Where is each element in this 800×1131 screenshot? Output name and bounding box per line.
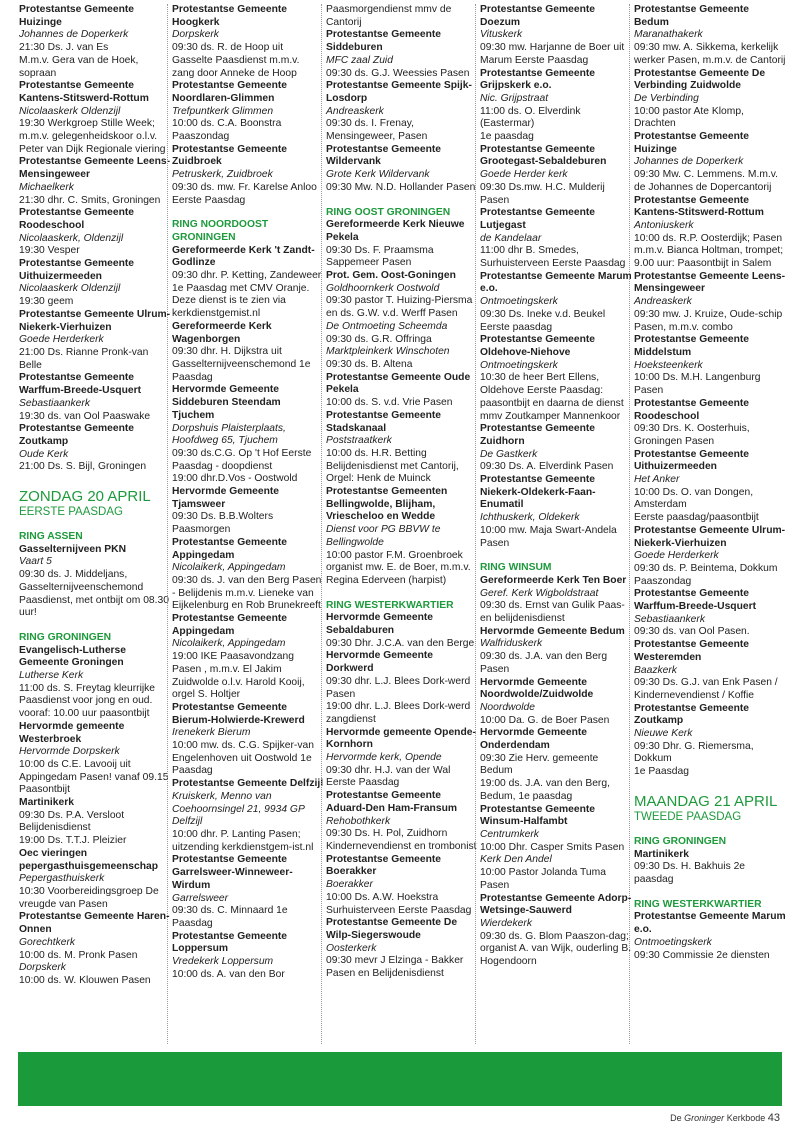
church-name: Protestantse Gemeente Uithuizermeeden	[19, 258, 135, 282]
service-line: 09:30 dhr. H.J. van der Wal Eerste Paasdag	[326, 764, 451, 789]
church-location: Wierdekerk	[480, 917, 532, 929]
church-location: Irenekerk Bierum	[172, 727, 251, 739]
service-line: 19:30 Werkgroep Stille Week; m.m.v. gelegenheidskoor o.l.v. Peter van Dijk Regionale viering	[19, 118, 166, 155]
service-line: 09:30 ds. Ernst van Gulik Paas- en belijdenisdienst	[480, 600, 625, 625]
church-location: Dorpshuis Plaisterplaats, Hoofdweg 65, Tjuchem	[172, 422, 286, 447]
church-location: Pepergasthuiskerk	[19, 873, 105, 885]
church-name: Oec vieringen pepergasthuisgemeenschap	[19, 847, 159, 872]
church-name: Gereformeerde Kerk 't Zandt-Godlinze	[172, 244, 315, 269]
service-line: 09:30 ds. J. van den Berg Pasen - Belijdenis m.m.v. Lieneke van Eijkelenburg en Rob Brunekreeft	[172, 574, 322, 612]
service-line: 10:30 de heer Bert Ellens, Oldehove Eerste Paasdag: paasontbijt en daarna de dienst mmv Zoutkamper Mannenkoor	[480, 372, 624, 422]
church-location: Garrelsweer	[172, 892, 229, 904]
service-line: 09:30 dhr. H. Dijkstra uit Gasselternijveenschemond 1e Paasdag	[172, 346, 311, 383]
church-location: Nicolaaskerk Oldenzijl	[19, 283, 121, 295]
church-location: Goede Herderkerk	[19, 334, 104, 346]
church-location: Centrumkerk	[480, 829, 539, 840]
service-line: 09:30 ds. G.J. Weessies Pasen	[326, 67, 470, 79]
service-line: 09:30 ds. I. Frenay, Mensingeweer, Pasen	[326, 118, 428, 143]
church-name: Hervormde Gemeente Siddeburen Steendam Tjuchem	[172, 384, 281, 421]
service-line: 09:30 mevr J Elzinga - Bakker Pasen en Belijdenisdienst	[326, 955, 464, 980]
service-line: 09:30 Ds. F. Praamsma Sappemeer Pasen	[326, 244, 434, 269]
church-name: Hervormde gemeente Westerbroek	[19, 720, 125, 745]
church-name: Protestantse Gemeente Huizinge	[634, 131, 750, 155]
church-name: Gereformeerde Kerk Nieuwe Pekela	[326, 219, 465, 243]
footer-pre: De	[670, 1113, 682, 1123]
church-location: Sebastiaankerk	[634, 613, 705, 625]
church-name: Protestantse Gemeente Zuidbroek	[172, 143, 288, 168]
church-location: Lutherse Kerk	[19, 670, 84, 682]
church-name: Protestantse Gemeente Stadskanaal	[326, 409, 442, 434]
church-name: Gasselternijveen PKN	[19, 543, 127, 555]
service-line: 09:30 ds. van Ool Pasen.	[634, 626, 750, 638]
church-name: Protestantse Gemeente Oldehove-Niehove	[480, 334, 596, 358]
service-line: 21:00 Ds. S. Bijl, Groningen	[19, 461, 147, 473]
service-line: 09:30 Dhr. J.C.A. van den Berge	[326, 637, 475, 649]
column-4	[480, 4, 632, 969]
church-location: Grote Kerk Wildervank	[326, 169, 430, 181]
service-line: 09:30 Ds.mw. H.C. Mulderij Pasen	[480, 181, 605, 206]
service-line: 10:00 ds C.E. Lavooij uit Appingedam Pasen! vanaf 09.15 Paasontbijt	[19, 758, 169, 796]
ring-heading: RING GRONINGEN	[19, 631, 112, 643]
service-line: 09:30 mw. J. Kruize, Oude-schip Pasen, m.m.v. combo	[634, 308, 783, 333]
church-location: Vredekerk Loppersum	[172, 956, 274, 968]
service-line: 09:30 dhr. P. Ketting, Zandeweer 1e Paasdag met CMV Oranje. Deze dienst is te zien via kerkdienstgemist.nl	[172, 270, 322, 320]
church-location: De Gastkerk	[480, 448, 538, 460]
service-line: 19:00 IKE Paasavondzang Pasen , m.m.v. El Jakim Zuidwolde o.l.v. Harold Kooij, orgel S. Holtjer	[172, 651, 305, 701]
church-name: Protestantse Gemeente Middelstum	[634, 334, 750, 358]
church-location: Hoeksteenkerk	[634, 359, 703, 371]
church-name: Protestantse Gemeente Westeremden	[634, 639, 750, 663]
day-heading: ZONDAG 20 APRIL	[19, 488, 151, 506]
church-location: Geref. Kerk Wigboldstraat	[480, 587, 599, 599]
church-name: Protestantse Gemeente Niekerk-Oldekerk-Faan-Enumatil	[480, 474, 596, 511]
service-line: 10:00 ds. S. v.d. Vrie Pasen	[326, 397, 453, 409]
service-line: 09:30 Ds. B.B.Wolters Paasmorgen	[172, 511, 274, 536]
church-name: Protestantse Gemeente Doezum	[480, 4, 596, 28]
service-line: 10:00 Ds. M.H. Langenburg Pasen	[634, 372, 761, 397]
church-location: Ontmoetingskerk	[634, 936, 712, 948]
church-name: Protestantse Gemeente Leens-Mensingeweer	[19, 156, 171, 181]
service-line: 11:00 dhr B. Smedes, Surhuisterveen Eerste Paasdag	[480, 245, 626, 270]
church-location: Nieuwe Kerk	[634, 728, 693, 740]
service-line: 19:30 Vesper	[19, 245, 80, 257]
service-line: 19:30 geem	[19, 296, 74, 308]
church-name: Protestantse Gemeente Wildervank	[326, 143, 442, 168]
service-line: 09:30 mw. A. Sikkema, kerkelijk werker Pasen, m.m.v. de Cantorij	[634, 42, 786, 66]
church-location: Goede Herderkerk	[634, 550, 719, 562]
service-line: 09:30 ds. G. Blom Paaszon-dag; organist A. van Wijk, ouderling B. Hogendoorn	[480, 930, 632, 968]
service-line: M.m.v. Gera van de Hoek, sopraan	[19, 54, 139, 79]
service-line: 09:30 ds. R. de Hoop uit Gasselte Paasdienst m.m.v. zang door Anneke de Hoop	[172, 42, 300, 79]
church-location: Johannes de Doperkerk	[19, 29, 129, 41]
church-location: Boerakker	[326, 879, 373, 891]
service-line: 09:30 Ds. P.A. Versloot Belijdenisdienst	[19, 809, 125, 834]
service-line: 1e paasdag	[480, 131, 534, 143]
service-line: 09:30 Mw. C. Lemmens. M.m.v. de Johannes de Dopercantorij	[634, 169, 779, 193]
church-name: Gereformeerde Kerk Wagenborgen	[172, 320, 272, 345]
service-line: 10:00 Dhr. Casper Smits Pasen	[480, 841, 625, 853]
church-name: Protestantse Gemeente Garrelsweer-Winneweer-Wirdum	[172, 854, 293, 891]
service-line: 09:30 mw. Harjanne de Boer uit Marum Eerste Paasdag	[480, 42, 625, 66]
church-name: Protestantse Gemeente Adorp-Wetsinge-Sauwerd	[480, 892, 632, 917]
church-name: Protestantse Gemeente Ulrum-Niekerk-Vierhuizen	[634, 524, 786, 549]
church-location: de Kandelaar	[480, 232, 542, 244]
church-name: Protestantse Gemeente Marum e.o.	[480, 270, 632, 295]
service-line: 09:30 Ds. A. Elverdink Pasen	[480, 461, 614, 473]
service-line: 10:00 mw. Maja Swart-Andela Pasen	[480, 524, 617, 549]
service-line: 21:30 Ds. J. van Es	[19, 42, 109, 54]
church-location: Hervormde Dorpskerk	[19, 746, 120, 758]
church-name: Protestantse Gemeente Haren-Onnen	[19, 911, 170, 936]
church-location: Petruskerk, Zuidbroek	[172, 169, 273, 181]
service-line: 09:30 Ds. H. Bakhuis 2e paasdag	[634, 861, 746, 885]
church-name: Protestantse Gemeente Aduard-Den Ham-Fransum	[326, 790, 458, 814]
church-location: Marktpleinkerk Winschoten	[326, 346, 450, 358]
service-line: 1e Paasdag	[634, 766, 689, 778]
church-name: Martinikerk	[634, 848, 689, 860]
church-name: Hervormde Gemeente Tjamsweer	[172, 486, 280, 510]
service-line: 19:00 ds. J.A. van den Berg, Bedum, 1e paasdag	[480, 778, 610, 802]
church-location: Michaelkerk	[19, 181, 74, 193]
church-name: Protestantse Gemeente Loppersum	[172, 930, 288, 955]
page-footer	[670, 1112, 780, 1124]
church-name: Protestantse Gemeente Appingedam	[172, 613, 288, 637]
church-location: Het Anker	[634, 474, 680, 486]
service-line: 10:00 ds. C.A. Boonstra Paaszondag	[172, 118, 282, 143]
day-subheading: TWEEDE PAASDAG	[634, 810, 742, 823]
service-line: 09:30 Commissie 2e diensten	[634, 949, 770, 961]
column-2	[172, 4, 324, 981]
column-5	[634, 4, 786, 962]
church-location: Gorechtkerk	[19, 936, 76, 948]
church-location: Nic. Grijpstraat	[480, 92, 549, 104]
page-number: 43	[767, 1112, 780, 1124]
church-name: Protestantse Gemeente Zoutkamp	[634, 702, 750, 727]
ring-heading: RING NOORDOOST GRONINGEN	[172, 219, 269, 243]
church-name: Martinikerk	[19, 797, 74, 809]
church-name: Hervormde Gemeente Onderdendam	[480, 727, 588, 752]
church-name: Protestantse Gemeente Lutjegast	[480, 207, 596, 231]
service-line: 10:00 ds. H.R. Betting Belijdenisdienst met Cantorij, Orgel: Henk de Muinck	[326, 447, 459, 485]
church-name: Protestantse Gemeente Siddeburen	[326, 29, 442, 54]
church-location: Andreaskerk	[634, 296, 692, 308]
church-location: Andreaskerk	[326, 105, 384, 117]
service-line: 10:00 Ds. A.W. Hoekstra Surhuisterveen Eerste Paasdag	[326, 891, 472, 916]
church-name: Protestantse Gemeente Roodeschool	[19, 207, 135, 231]
church-location: De Ontmoeting Scheemda	[326, 320, 448, 332]
column-divider	[167, 4, 168, 1044]
church-name: Evangelisch-Lutherse Gemeente Groningen	[19, 644, 127, 669]
church-location: Rehobothkerk	[326, 815, 391, 827]
church-location: Kruiskerk, Menno van Coehoornsingel 21, 9934 GP Delfzijl	[172, 790, 305, 828]
service-line: 10:00 mw. ds. C.G. Spijker-van Engelenhoven uit Oostwold 1e Paasdag	[172, 740, 314, 777]
ring-heading: RING ASSEN	[19, 531, 83, 543]
church-location: Ontmoetingskerk	[480, 359, 558, 371]
ring-heading: RING GRONINGEN	[634, 835, 727, 847]
service-line: 09:30 ds. B. Altena	[326, 358, 413, 370]
service-line: 10:00 Pastor Jolanda Tuma Pasen	[480, 867, 606, 891]
church-name: Protestantse Gemeente Kantens-Stitswerd-Rottum	[19, 80, 149, 104]
service-line: 10:00 pastor Ate Klomp, Drachten	[634, 105, 744, 130]
church-name: Protestantse Gemeente Warffum-Breede-Usquert	[19, 372, 142, 397]
day-heading: MAANDAG 21 APRIL	[634, 792, 778, 810]
church-name: Protestantse Gemeente De Verbinding Zuidwolde	[634, 67, 766, 92]
service-line: 09:30 Dhr. G. Riemersma, Dokkum	[634, 740, 754, 765]
service-line: 09:30 pastor T. Huizing-Piersma en ds. G.W. v.d. Werff Pasen	[326, 295, 473, 320]
church-name: Protestantse Gemeente Uithuizermeeden	[634, 448, 750, 473]
footer-post: Kerkbode	[726, 1113, 766, 1123]
service-line: Paasmorgendienst mmv de Cantorij	[326, 4, 452, 28]
church-location: Antoniuskerk	[634, 219, 694, 231]
service-line: 19:00 dhr. L.J. Blees Dork-werd zangdienst	[326, 701, 471, 725]
church-name: Protestantse Gemeente Roodeschool	[634, 397, 750, 422]
church-name: Protestantse Gemeente Bedum	[634, 4, 750, 28]
service-line: 09:30 ds. mw. Fr. Karelse Anloo Eerste Paasdag	[172, 181, 317, 206]
footer-green-band	[18, 1052, 782, 1106]
church-name: Protestantse Gemeente Ulrum-Niekerk-Vierhuizen	[19, 308, 171, 333]
column-3	[326, 4, 478, 981]
church-name: Protestantse Gemeente Huizinge	[19, 4, 135, 28]
service-line: 09:30 ds. C. Minnaard 1e Paasdag	[172, 905, 288, 929]
church-location: Trefpuntkerk Glimmen	[172, 105, 274, 117]
service-line: 09:30 ds. P. Beintema, Dokkum	[634, 562, 778, 574]
church-name: Protestantse Gemeente Grootegast-Sebaldeburen	[480, 143, 607, 168]
church-name: Protestantse Gemeente Zoutkamp	[19, 423, 135, 447]
church-name: Prot. Gem. Oost-Goningen	[326, 270, 456, 282]
church-name: Protestantse Gemeente Appingedam	[172, 536, 288, 561]
service-line: 21:30 dhr. C. Smits, Groningen	[19, 194, 161, 206]
service-line: 21:00 Ds. Rianne Pronk-van Belle	[19, 346, 149, 371]
church-location: Dienst voor PG BBVW te Bellingwolde	[326, 524, 441, 548]
service-line: 11:00 ds. O. Elverdink (Eastermar)	[480, 105, 581, 130]
service-line: 19:00 Ds. T.T.J. Pleizier	[19, 835, 127, 847]
church-name: Protestantse Gemeente Delfzijl	[172, 778, 324, 790]
service-line: 10:00 ds. M. Pronk Pasen	[19, 949, 138, 961]
church-name: Protestantse Gemeente Bierum-Holwierde-Krewerd	[172, 701, 305, 726]
church-name: Hervormde Gemeente Dorkwerd	[326, 650, 434, 675]
service-line: 19:00 dhr.D.Vos - Oostwold	[172, 473, 298, 485]
church-name: Protestantse Gemeente Spijk-Losdorp	[326, 80, 472, 104]
church-name: Hervormde Gemeente Sebaldaburen	[326, 612, 434, 637]
service-line: 09:30 Ds. H. Pol, Zuidhorn Kindernevendienst en trombonist	[326, 828, 477, 852]
church-name: Protestantse Gemeente Noordlaren-Glimmen	[172, 80, 288, 104]
service-line: Paaszondag	[634, 575, 692, 587]
church-location: Oosterkerk	[326, 942, 377, 954]
church-name: Protestantse Gemeente Hoogkerk	[172, 4, 288, 28]
ring-heading: RING OOST GRONINGEN	[326, 206, 451, 218]
church-location: Nicolaaskerk, Oldenzijl	[19, 232, 124, 244]
church-name: Hervormde Gemeente Bedum	[480, 625, 625, 637]
column-1	[19, 4, 171, 988]
church-name: Protestantse Gemeente Oude Pekela	[326, 371, 471, 396]
day-subheading: EERSTE PAASDAG	[19, 506, 123, 519]
church-location: Vituskerk	[480, 29, 523, 41]
service-line: 9.00 uur: Paasontbijt in Salem	[634, 258, 772, 270]
ring-heading: RING WESTERKWARTIER	[634, 898, 762, 910]
service-line: 09:30 Drs. K. Oosterhuis, Groningen Pasen	[634, 423, 750, 447]
church-location: Ichthuskerk, Oldekerk	[480, 512, 580, 524]
church-name: Protestantse Gemeente De Wilp-Siegerswoude	[326, 917, 458, 941]
service-line: 10:00 ds. R.P. Oosterdijk; Pasen m.m.v. Bianca Holtman, trompet;	[634, 232, 784, 257]
service-line: 09:30 Ds. G.J. van Enk Pasen / Kindernevendienst / Koffie	[634, 677, 778, 701]
church-location: De Verbinding	[634, 92, 699, 104]
church-location: Poststraatkerk	[326, 435, 392, 447]
church-location: Kerk Den Andel	[480, 854, 552, 866]
church-name: Protestantse Gemeente Warffum-Breede-Usquert	[634, 588, 757, 613]
church-location: Hervormde kerk, Opende	[326, 752, 442, 764]
service-line: 10:00 Da. G. de Boer Pasen	[480, 714, 610, 726]
service-line: 10:00 ds. A. van den Bor	[172, 968, 285, 980]
church-name: Protestantse Gemeente Zuidhorn	[480, 423, 596, 447]
service-line: 10:00 pastor F.M. Groenbroek organist mw. E. de Boer, m.m.v. Regina Ederveen (harpist)	[326, 549, 471, 586]
church-name: Protestantse Gemeente Winsum-Halfambt	[480, 803, 596, 828]
service-line: 19:30 ds. van Ool Paaswake	[19, 410, 151, 422]
church-name: Protestantse Gemeente Kantens-Stitswerd-Rottum	[634, 194, 764, 219]
church-name: Hervormde Gemeente Noordwolde/Zuidwolde	[480, 676, 594, 701]
service-line: Eerste paasdag/paasontbijt	[634, 512, 759, 524]
church-location: Goede Herder kerk	[480, 169, 568, 181]
church-location: Walfriduskerk	[480, 638, 543, 650]
service-line: 09:30 Zie Herv. gemeente Bedum	[480, 752, 599, 777]
footer-brand: Groninger	[684, 1113, 725, 1123]
service-line: 09:30 dhr. L.J. Blees Dork-werd Pasen	[326, 675, 471, 700]
church-location: Sebastiaankerk	[19, 397, 90, 409]
service-line: 09:30 Ds. Ineke v.d. Beukel Eerste paasdag	[480, 308, 606, 333]
church-location: Maranathakerk	[634, 29, 703, 41]
church-location: Dorpskerk	[172, 29, 219, 41]
ring-heading: RING WESTERKWARTIER	[326, 599, 454, 611]
column-divider	[475, 4, 476, 1044]
column-divider	[321, 4, 322, 1044]
church-location: Nicolaaskerk Oldenzijl	[19, 105, 121, 117]
church-location: Nicolaikerk, Appingedam	[172, 562, 286, 574]
service-line: 09:30 ds. J. Middeljans, Gasselternijveenschemond Paasdienst, met ontbijt om 08.30 uur!	[19, 569, 169, 619]
service-line: 10:00 Ds. O. van Dongen, Amsterdam	[634, 486, 754, 511]
church-name: Protestantse Gemeente Boerakker	[326, 853, 442, 878]
church-name: Protestantse Gemeente Leens-Mensingeweer	[634, 270, 786, 295]
church-name: Gereformeerde Kerk Ten Boer	[480, 574, 627, 586]
church-name: Protestantse Gemeente Grijpskerk e.o.	[480, 67, 596, 92]
church-name: Hervormde gemeente Opende-Kornhorn	[326, 726, 476, 751]
church-location: Ontmoetingskerk	[480, 296, 558, 308]
church-location: Goldhoornkerk Oostwold	[326, 282, 440, 294]
church-location: Oude Kerk	[19, 448, 69, 460]
service-line: 10:30 Voorbereidingsgroep De vreugde van Pasen	[19, 886, 159, 910]
church-location: MFC zaal Zuid	[326, 54, 393, 66]
church-location: Noordwolde	[480, 701, 535, 713]
church-location: Vaart 5	[19, 556, 52, 568]
service-line: 09:30 ds. J.A. van den Berg Pasen	[480, 651, 608, 675]
church-name: Protestantse Gemeenten Bellingwolde, Blijham, Vriescheloo en Wedde	[326, 486, 448, 523]
church-location: Johannes de Doperkerk	[634, 156, 744, 168]
church-location: Dorpskerk	[19, 962, 66, 974]
church-location: Nicolaikerk, Appingedam	[172, 638, 286, 650]
service-line: 09:30 Mw. N.D. Hollander Pasen	[326, 181, 476, 193]
church-name: Protestantse Gemeente Marum e.o.	[634, 911, 786, 936]
service-line: 11:00 ds. S. Freytag kleurrijke Paasdienst voor jong en oud. vooraf: 10.00 uur paasontbijt	[19, 682, 156, 720]
service-line: 10:00 ds. W. Klouwen Pasen	[19, 974, 151, 986]
church-location: Baazkerk	[634, 664, 677, 676]
service-line: 09:30 ds.C.G. Op 't Hof Eerste Paasdag - doopdienst	[172, 447, 312, 472]
service-line: 09:30 ds. G.R. Offringa	[326, 333, 432, 345]
column-divider	[629, 4, 630, 1044]
service-line: 10:00 dhr. P. Lanting Pasen; uitzending kerkdienstgem-ist.nl	[172, 829, 314, 853]
ring-heading: RING WINSUM	[480, 562, 552, 574]
